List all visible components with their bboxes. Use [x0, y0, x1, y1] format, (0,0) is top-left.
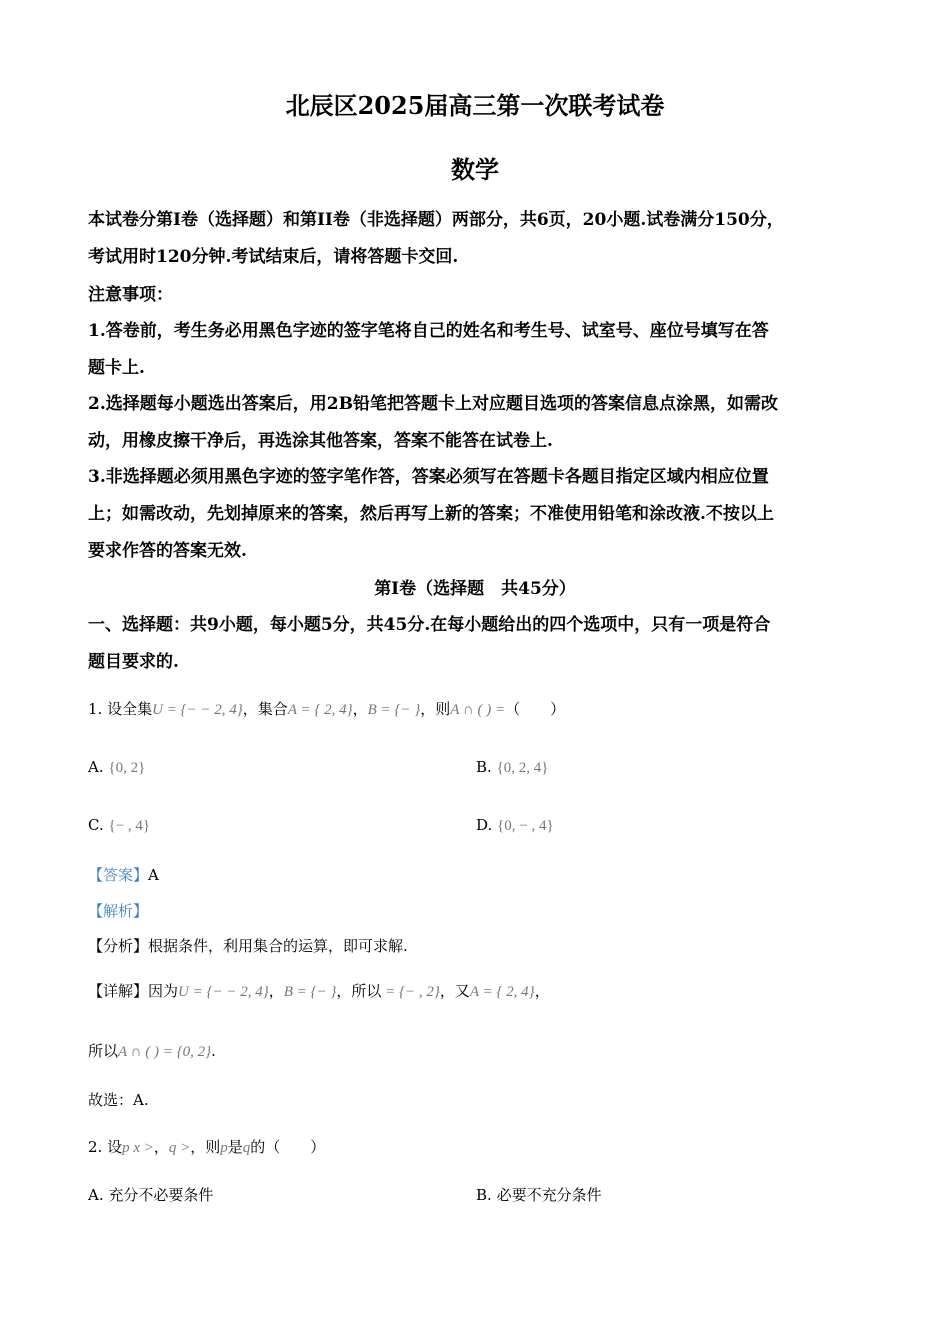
section-heading: 第I卷（选择题 共45分） [374, 579, 576, 599]
q2-p: p [220, 1140, 228, 1156]
option-expr: {0, 2} [108, 760, 146, 776]
exam-title: 北辰区2025届高三第一次联考试卷 [285, 91, 665, 120]
conclusion-text: . [211, 1042, 216, 1060]
q1-answer-blank: （ ） [505, 700, 566, 718]
q1-detail [88, 980, 550, 1001]
q1-analysis: 【分析】根据条件，利用集合的运算，即可求解. [88, 937, 408, 955]
option-text: 必要不充分条件 [496, 1186, 602, 1204]
q1-text: ，集合 [242, 700, 288, 718]
q1-option-d [476, 816, 554, 835]
note-line: 3.非选择题必须用黑色字迹的签字笔作答，答案必须写在答题卡各题目指定区域内相应位置 [88, 467, 769, 487]
q1-option-b [476, 758, 548, 777]
q1-set-a: A = { 2, 4} [287, 702, 353, 718]
analysis-tag: 【解析】 [88, 902, 149, 920]
option-letter: B. [476, 1186, 492, 1204]
q2-q: q [242, 1140, 251, 1156]
q2-text: ，则 [190, 1138, 221, 1156]
q2-text: ， [153, 1138, 169, 1156]
conclusion-text: 所以 [88, 1042, 119, 1060]
detail-text: ，所以 [336, 982, 382, 1000]
q1-stem [88, 698, 565, 719]
note-line: 要求作答的答案无效. [88, 541, 247, 561]
q1-set-u: U = {− − 2, 4} [152, 702, 243, 718]
detail-set-a: A = { 2, 4} [469, 984, 535, 1000]
q1-conclusion [88, 1040, 216, 1061]
section-instruction-1: 一、选择题：共9小题，每小题5分，共45分.在每小题给出的四个选项中，只有一项是符合 [88, 615, 771, 635]
subject-title: 数学 [451, 155, 499, 184]
intro-line-1: 本试卷分第I卷（选择题）和第II卷（非选择题）两部分，共6页，20小题.试卷满分150分， [88, 210, 784, 230]
q2-q-expr: q > [168, 1140, 191, 1156]
notes-heading: 注意事项： [88, 285, 173, 305]
q2-stem [88, 1136, 325, 1157]
option-letter: B. [476, 758, 492, 776]
q1-choose: 故选：A. [88, 1091, 149, 1109]
detail-text: ， [534, 982, 550, 1000]
answer-tag: 【答案】 [88, 866, 149, 884]
q1-text: ，则 [420, 700, 451, 718]
q1-target-expr: A ∩ ( ) = [450, 702, 506, 718]
q2-p-expr: p x > [122, 1140, 154, 1156]
option-expr: {0, 2, 4} [496, 760, 549, 776]
note-line: 动，用橡皮擦干净后，再选涂其他答案，答案不能答在试卷上. [88, 431, 553, 451]
note-line: 1.答卷前，考生务必用黑色字迹的签字笔将自己的姓名和考生号、试室号、座位号填写在答 [88, 321, 769, 341]
q1-answer [88, 864, 159, 885]
option-expr: {− , 4} [108, 818, 151, 834]
q2-text: 2. 设 [88, 1138, 123, 1156]
note-line: 上；如需改动，先划掉原来的答案，然后再写上新的答案；不准使用铅笔和涂改液.不按以上 [88, 504, 774, 524]
detail-set-b: B = {− } [283, 984, 337, 1000]
option-expr: {0, − , 4} [497, 818, 554, 834]
detail-set-u: U = {− − 2, 4} [178, 984, 269, 1000]
conclusion-expr: A ∩ ( ) = {0, 2} [118, 1044, 212, 1060]
option-letter: A. [88, 1186, 104, 1204]
option-letter: A. [88, 758, 104, 776]
q2-text: 是 [227, 1138, 243, 1156]
intro-line-2: 考试用时120分钟.考试结束后，请将答题卡交回. [88, 247, 459, 267]
note-line: 题卡上. [88, 358, 145, 378]
detail-text: ， [268, 982, 284, 1000]
answer-value: A [148, 866, 159, 884]
q1-option-c [88, 816, 150, 835]
detail-text: 【详解】因为 [88, 982, 179, 1000]
option-text: 充分不必要条件 [108, 1186, 214, 1204]
section-instruction-2: 题目要求的. [88, 652, 179, 672]
q2-option-b [476, 1184, 602, 1205]
detail-complement: = {− , 2} [381, 984, 440, 1000]
note-line: 2.选择题每小题选出答案后，用2B铅笔把答题卡上对应题目选项的答案信息点涂黑，如需改 [88, 394, 778, 414]
q1-prefix: 1. 设全集 [88, 700, 153, 718]
q1-option-a [88, 758, 145, 777]
option-letter: D. [476, 816, 493, 834]
detail-text: ，又 [439, 982, 470, 1000]
q2-text: 的（ ） [250, 1138, 326, 1156]
option-letter: C. [88, 816, 104, 834]
q2-option-a [88, 1184, 213, 1205]
q1-text: ， [352, 700, 368, 718]
q1-set-b: B = {− } [367, 702, 421, 718]
